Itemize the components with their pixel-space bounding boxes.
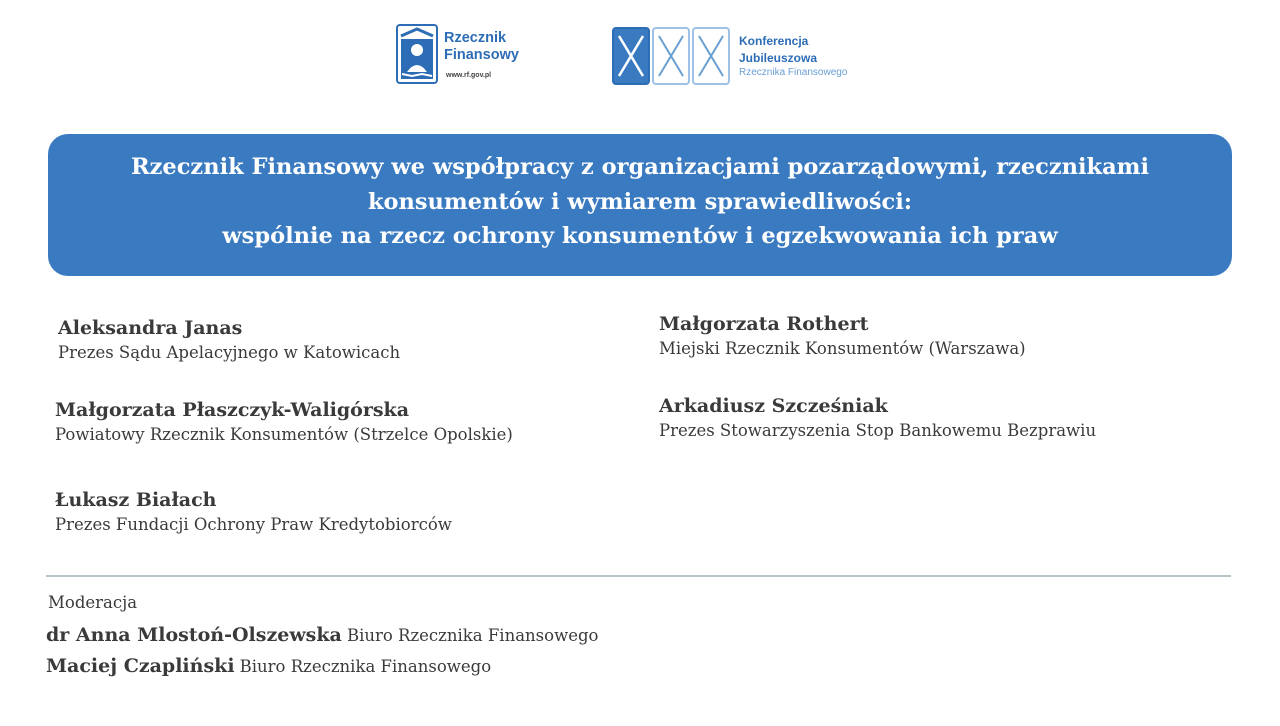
speaker-role: Powiatowy Rzecznik Konsumentów (Strzelce Opolskie) (55, 425, 513, 444)
title-line-1: Rzecznik Finansowy we współpracy z organizacjami pozarządowymi, rzecznikami (130, 154, 1150, 180)
speaker-left-3 (55, 487, 452, 537)
speaker-left-1 (58, 315, 400, 365)
speaker-right-2 (659, 393, 1096, 443)
rf-logo-url: www.rf.gov.pl (446, 72, 492, 79)
moderator-organization: Biuro Rzecznika Finansowego (346, 626, 599, 645)
rzecznik-finansowy-logo (396, 24, 546, 88)
rf-shield-icon (396, 24, 438, 84)
speaker-role: Prezes Stowarzyszenia Stop Bankowemu Bezprawiu (659, 421, 1097, 440)
speaker-right-1 (659, 311, 1026, 361)
speaker-left-2 (55, 397, 513, 447)
conference-logo-line1: Konferencja (739, 34, 809, 48)
moderation-label: Moderacja (48, 593, 138, 612)
speaker-name: Aleksandra Janas (58, 317, 243, 339)
rf-logo-line1: Rzecznik (444, 30, 507, 46)
speaker-name: Łukasz Białach (55, 489, 217, 511)
conference-logo-line3: Rzecznika Finansowego (739, 67, 848, 78)
title-banner (48, 134, 1232, 276)
title-line-2: konsumentów i wymiarem sprawiedliwości: (367, 188, 913, 215)
roman-xx-mark (612, 26, 732, 86)
rf-logo-line2: Finansowy (444, 47, 519, 63)
speaker-name: Arkadiusz Szcześniak (659, 395, 888, 417)
moderator-organization: Biuro Rzecznika Finansowego (239, 657, 492, 676)
moderator-1 (46, 621, 598, 650)
moderator-2 (46, 652, 491, 681)
conference-logo-text (739, 33, 847, 79)
speaker-name: Małgorzata Rothert (659, 313, 869, 335)
speaker-role: Prezes Fundacji Ochrony Praw Kredytobiorców (55, 515, 452, 534)
conference-logo-line2: Jubileuszowa (739, 51, 818, 65)
section-divider (46, 575, 1231, 577)
speaker-role: Miejski Rzecznik Konsumentów (Warszawa) (659, 339, 1026, 358)
moderator-name: Maciej Czapliński (46, 655, 235, 677)
title-line-3: wspólnie na rzecz ochrony konsumentów i egzekwowania ich praw (222, 223, 1058, 249)
conference-logo (612, 26, 882, 88)
rf-logo-text (444, 30, 519, 64)
moderator-name: dr Anna Mlostoń-Olszewska (46, 624, 342, 646)
speaker-role: Prezes Sądu Apelacyjnego w Katowicach (58, 343, 401, 362)
speaker-name: Małgorzata Płaszczyk-Waligórska (55, 399, 410, 421)
